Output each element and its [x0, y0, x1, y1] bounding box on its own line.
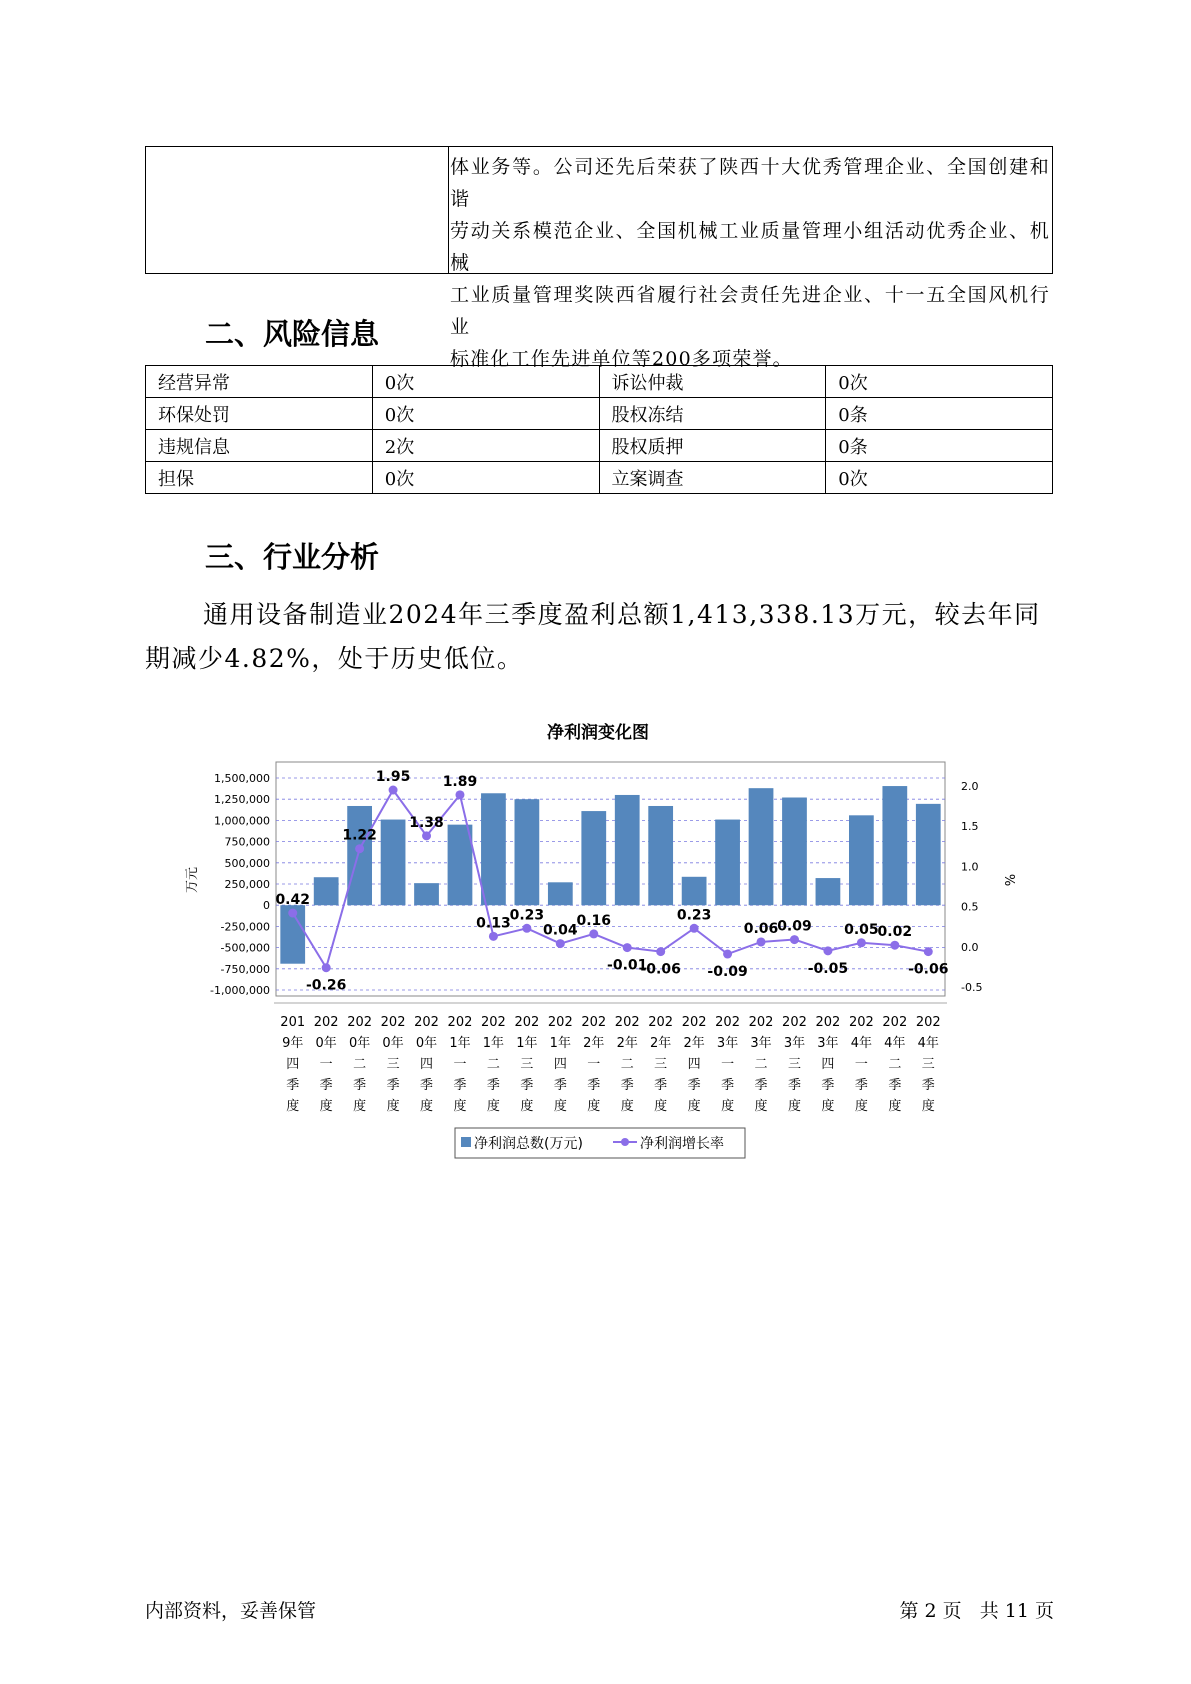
x-tick-label: 2年	[616, 1036, 638, 1051]
x-tick-label: 202	[848, 1015, 874, 1030]
legend-line-label: 净利润增长率	[640, 1136, 724, 1152]
growth-label: -0.06	[640, 961, 681, 978]
x-tick-label: 季	[319, 1078, 333, 1093]
x-tick-label: 202	[648, 1015, 674, 1030]
bar	[514, 799, 539, 905]
bar	[849, 815, 874, 905]
x-tick-label: 季	[754, 1078, 768, 1093]
x-tick-label: 0年	[382, 1036, 404, 1051]
x-tick-label: 三	[520, 1057, 534, 1072]
x-tick-label: 2年	[650, 1036, 672, 1051]
bar	[381, 820, 406, 906]
x-tick-label: 4年	[917, 1036, 939, 1051]
x-tick-label: 4年	[850, 1036, 873, 1051]
y-tick-label: 1,000,000	[214, 814, 270, 828]
x-tick-label: 0年	[415, 1036, 438, 1051]
growth-label: 0.16	[576, 912, 612, 929]
footer-left: 内部资料，妥善保管	[145, 1600, 317, 1622]
x-tick-label: 四	[687, 1057, 701, 1072]
x-tick-label: 三	[654, 1057, 668, 1072]
x-tick-label: 度	[286, 1099, 300, 1114]
x-tick-label: 季	[486, 1078, 500, 1093]
industry-paragraph	[145, 593, 1053, 637]
growth-point	[556, 939, 565, 948]
x-tick-label: 度	[319, 1099, 333, 1114]
x-tick-label: 二	[486, 1057, 500, 1072]
bar	[682, 877, 707, 905]
growth-label: -0.09	[707, 964, 748, 981]
x-tick-label: 二	[353, 1057, 367, 1072]
chart-title: 净利润变化图	[547, 723, 649, 743]
risk-value: 0条	[826, 430, 1053, 462]
x-tick-label: 一	[319, 1057, 333, 1072]
growth-label: 0.04	[543, 922, 578, 939]
risk-label: 诉讼仲裁	[599, 366, 826, 398]
x-tick-label: 202	[313, 1015, 339, 1030]
y2-tick-label: 2.0	[961, 780, 979, 793]
y-tick-label: 0	[263, 899, 270, 913]
x-tick-label: 季	[721, 1078, 735, 1093]
growth-point	[288, 909, 297, 918]
x-tick-label: 3年	[716, 1036, 739, 1051]
x-tick-label: 四	[553, 1057, 567, 1072]
risk-value: 0条	[826, 398, 1053, 430]
growth-label: -0.26	[305, 977, 347, 994]
x-tick-label: 1年	[482, 1036, 505, 1051]
net-profit-chart	[0, 700, 1191, 1180]
x-tick-label: 202	[614, 1015, 640, 1030]
table-row	[146, 366, 1053, 398]
x-tick-label: 度	[386, 1099, 400, 1114]
y-tick-label: -1,000,000	[210, 984, 270, 997]
x-tick-label: 202	[715, 1015, 740, 1030]
bar	[882, 786, 907, 905]
x-tick-label: 季	[854, 1078, 868, 1093]
bar	[347, 806, 372, 905]
y-tick-label: -250,000	[220, 920, 270, 934]
x-tick-label: 季	[453, 1078, 467, 1093]
x-tick-label: 202	[782, 1015, 807, 1030]
x-axis	[274, 1003, 947, 1114]
growth-label: 0.09	[777, 918, 812, 935]
y-tick-label: 750,000	[224, 835, 270, 849]
y-axis-left	[210, 772, 270, 997]
x-tick-label: 202	[882, 1015, 908, 1030]
y2-axis-label: %	[1001, 873, 1016, 887]
x-tick-label: 3年	[817, 1036, 839, 1051]
growth-label: 1.95	[375, 769, 411, 786]
x-tick-label: 度	[888, 1099, 902, 1114]
x-tick-label: 度	[787, 1099, 801, 1114]
growth-point	[355, 844, 364, 853]
x-tick-label: 季	[286, 1078, 300, 1093]
x-tick-label: 季	[353, 1078, 367, 1093]
x-tick-label: 4年	[884, 1036, 906, 1051]
x-tick-label: 一	[587, 1057, 601, 1072]
bar	[548, 882, 573, 905]
x-tick-label: 202	[347, 1015, 373, 1030]
x-tick-label: 三	[386, 1057, 400, 1072]
growth-point	[723, 950, 732, 959]
bar	[816, 878, 841, 905]
industry-paragraph-cont	[145, 637, 1053, 681]
y2-tick-label: 0.5	[961, 900, 979, 914]
paragraph-line: 期减少4.82%，处于历史低位。	[145, 644, 524, 673]
x-tick-label: 一	[721, 1057, 735, 1072]
growth-point	[656, 947, 665, 956]
x-tick-label: 度	[553, 1099, 567, 1114]
growth-label: 0.06	[743, 920, 779, 937]
x-tick-label: 202	[581, 1015, 607, 1030]
x-tick-label: 202	[514, 1015, 540, 1030]
x-tick-label: 季	[921, 1078, 935, 1093]
x-tick-label: 度	[754, 1099, 768, 1114]
x-tick-label: 2年	[583, 1036, 605, 1051]
growth-point	[623, 943, 632, 952]
growth-point	[690, 924, 699, 933]
x-tick-label: 2年	[683, 1036, 705, 1051]
y2-tick-label: 0.0	[961, 940, 979, 954]
y-tick-label: 1,250,000	[214, 793, 270, 807]
x-tick-label: 一	[453, 1057, 467, 1072]
growth-label: -0.06	[908, 961, 949, 978]
risk-label: 担保	[146, 462, 373, 494]
legend-bar-swatch	[461, 1137, 471, 1147]
bar	[749, 788, 774, 905]
bar	[414, 883, 439, 905]
intro-text	[450, 151, 1050, 375]
bar	[448, 825, 473, 906]
bar	[481, 793, 506, 905]
growth-point	[522, 924, 531, 933]
y-tick-label: -500,000	[220, 941, 270, 955]
risk-label: 股权质押	[599, 430, 826, 462]
growth-label: 0.13	[476, 915, 511, 932]
x-tick-label: 3年	[750, 1036, 772, 1051]
growth-point	[489, 932, 498, 941]
x-tick-label: 季	[420, 1078, 434, 1093]
y2-tick-label: -0.5	[961, 981, 983, 994]
risk-value: 0次	[826, 462, 1053, 494]
risk-section-title: 二、风险信息	[205, 317, 380, 351]
x-tick-label: 三	[921, 1057, 935, 1072]
risk-value: 0次	[372, 366, 599, 398]
risk-value: 0次	[372, 462, 599, 494]
growth-label: 0.23	[509, 907, 545, 924]
x-tick-label: 202	[547, 1015, 573, 1030]
growth-label: 0.23	[676, 907, 712, 924]
x-tick-label: 202	[481, 1015, 506, 1030]
x-tick-label: 202	[414, 1015, 439, 1030]
table-row	[146, 398, 1053, 430]
x-tick-label: 季	[620, 1078, 634, 1093]
x-tick-label: 202	[915, 1015, 941, 1030]
x-tick-label: 季	[821, 1078, 835, 1093]
growth-point	[790, 935, 799, 944]
x-tick-label: 0年	[315, 1036, 337, 1051]
x-tick-label: 季	[888, 1078, 902, 1093]
intro-line: 标准化工作先进单位等200多项荣誉。	[450, 348, 793, 370]
x-tick-label: 1年	[449, 1036, 471, 1051]
y-tick-label: 500,000	[224, 856, 270, 870]
x-tick-label: 度	[353, 1099, 367, 1114]
risk-value: 0次	[372, 398, 599, 430]
bar	[916, 804, 941, 905]
growth-label: 1.22	[342, 827, 377, 844]
intro-line: 工业质量管理奖陕西省履行社会责任先进企业、十一五全国风机行业	[450, 284, 1050, 338]
x-tick-label: 0年	[348, 1036, 371, 1051]
chart-legend	[455, 1128, 745, 1158]
y-axis-label: 万元	[185, 866, 200, 894]
growth-point	[857, 938, 866, 947]
x-tick-label: 度	[654, 1099, 668, 1114]
risk-label: 经营异常	[146, 366, 373, 398]
x-tick-label: 四	[420, 1057, 434, 1072]
table-row	[146, 430, 1053, 462]
x-tick-label: 度	[687, 1099, 701, 1114]
bar	[314, 877, 339, 905]
bar	[715, 820, 740, 906]
growth-point	[823, 946, 832, 955]
x-tick-label: 度	[520, 1099, 534, 1114]
x-tick-label: 季	[654, 1078, 668, 1093]
bar	[782, 798, 807, 906]
intro-line: 体业务等。公司还先后荣获了陕西十大优秀管理企业、全国创建和谐	[450, 156, 1050, 210]
x-tick-label: 1年	[549, 1036, 571, 1051]
x-tick-label: 202	[380, 1015, 406, 1030]
bar	[581, 811, 606, 905]
risk-label: 环保处罚	[146, 398, 373, 430]
x-tick-label: 度	[821, 1099, 835, 1114]
y-tick-label: 1,500,000	[214, 772, 270, 785]
x-tick-label: 二	[620, 1057, 634, 1072]
x-tick-label: 9年	[282, 1036, 304, 1051]
bar	[648, 806, 673, 905]
x-tick-label: 季	[386, 1078, 400, 1093]
x-tick-label: 二	[754, 1057, 768, 1072]
growth-label: 1.89	[442, 773, 478, 790]
footer-page-number: 第 2 页 共 11 页	[899, 1600, 1054, 1622]
legend-line-marker	[621, 1138, 629, 1146]
growth-point	[422, 831, 431, 840]
growth-point	[322, 963, 331, 972]
x-tick-label: 三	[787, 1057, 801, 1072]
x-tick-label: 季	[520, 1078, 534, 1093]
growth-label: -0.05	[807, 960, 849, 977]
y-tick-label: -750,000	[220, 962, 270, 976]
growth-label: -0.01	[607, 957, 648, 974]
x-tick-label: 季	[787, 1078, 801, 1093]
x-tick-label: 202	[681, 1015, 707, 1030]
x-tick-label: 度	[453, 1099, 467, 1114]
growth-point	[589, 929, 598, 938]
growth-label: 0.02	[877, 924, 913, 941]
risk-label: 股权冻结	[599, 398, 826, 430]
risk-label: 立案调查	[599, 462, 826, 494]
risk-table	[145, 365, 1053, 494]
x-tick-label: 四	[821, 1057, 835, 1072]
x-tick-label: 202	[815, 1015, 841, 1030]
growth-point	[757, 937, 766, 946]
industry-section-title: 三、行业分析	[205, 540, 380, 574]
x-tick-label: 1年	[516, 1036, 538, 1051]
x-tick-label: 201	[280, 1015, 306, 1030]
growth-point	[890, 941, 899, 950]
bar	[615, 795, 640, 905]
x-tick-label: 度	[587, 1099, 601, 1114]
x-tick-label: 度	[486, 1099, 500, 1114]
risk-label: 违规信息	[146, 430, 373, 462]
legend-bar-label: 净利润总数(万元)	[474, 1136, 583, 1152]
x-tick-label: 季	[687, 1078, 701, 1093]
y2-tick-label: 1.5	[961, 820, 979, 834]
x-tick-label: 3年	[783, 1036, 806, 1051]
y2-tick-label: 1.0	[961, 860, 979, 874]
growth-point	[455, 790, 464, 799]
paragraph-line: 通用设备制造业2024年三季度盈利总额1,413,338.13万元，较去年同	[203, 600, 1041, 629]
growth-point	[924, 947, 933, 956]
x-tick-label: 度	[721, 1099, 735, 1114]
intro-line: 劳动关系模范企业、全国机械工业质量管理小组活动优秀企业、机械	[450, 220, 1050, 274]
growth-point	[389, 786, 398, 795]
x-tick-label: 一	[854, 1057, 868, 1072]
intro-table-left-cell	[146, 147, 449, 273]
table-row	[146, 462, 1053, 494]
y-tick-label: 250,000	[224, 878, 270, 891]
risk-value: 2次	[372, 430, 599, 462]
x-tick-label: 季	[553, 1078, 567, 1093]
x-tick-label: 季	[587, 1078, 601, 1093]
risk-value: 0次	[826, 366, 1053, 398]
x-tick-label: 202	[447, 1015, 473, 1030]
x-tick-label: 四	[286, 1057, 300, 1072]
x-tick-label: 202	[748, 1015, 774, 1030]
growth-label: 0.05	[844, 921, 879, 938]
x-tick-label: 度	[921, 1099, 935, 1114]
x-tick-label: 度	[854, 1099, 868, 1114]
growth-label: 0.42	[275, 892, 310, 909]
x-tick-label: 度	[620, 1099, 634, 1114]
x-tick-label: 度	[420, 1099, 434, 1114]
growth-label: 1.38	[409, 814, 444, 831]
y-axis-right	[961, 780, 982, 994]
x-tick-label: 二	[888, 1057, 902, 1072]
